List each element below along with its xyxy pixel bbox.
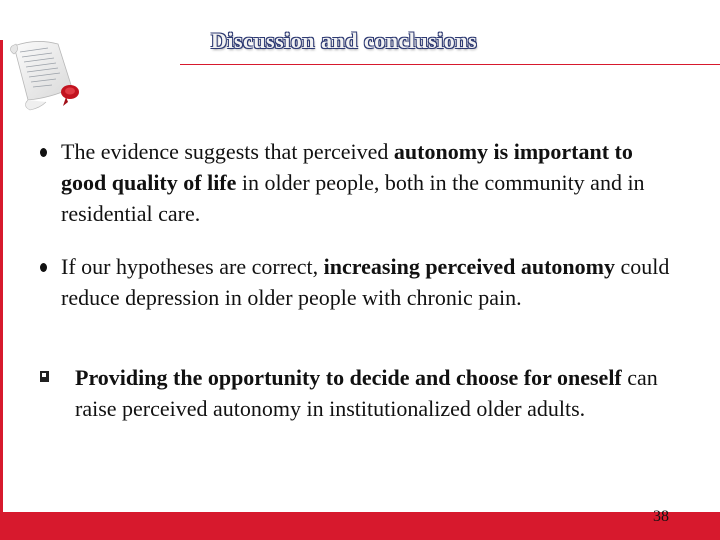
bullet-1-segment: The evidence suggests that perceived <box>61 139 394 164</box>
slide-title: Discussion and conclusions <box>211 28 478 53</box>
bullet-1-segment: in older people, both in the community and in residential care. <box>61 170 645 226</box>
footer-bar <box>0 512 720 540</box>
bullet-text-1 <box>61 136 661 229</box>
bullet-3-bold-segment: Providing the opportunity to decide and choose for oneself <box>75 365 622 390</box>
bullet-1-bold-segment: autonomy is important to good quality of life <box>61 139 633 195</box>
bullet-2-segment: could reduce depression in older people with chronic pain. <box>61 254 670 310</box>
bullet-2-segment: If our hypotheses are correct, <box>61 254 324 279</box>
page-number: 38 <box>653 508 669 525</box>
bullet-square-icon <box>40 371 49 382</box>
bullet-dot-icon <box>40 263 47 272</box>
bullet-3-segment: can raise perceived autonomy in institutionalized older adults. <box>75 365 658 421</box>
left-accent-border <box>0 40 3 515</box>
title-underline <box>180 64 720 65</box>
scroll-with-seal-icon <box>6 36 92 114</box>
bullet-dot-icon <box>40 148 47 157</box>
bullet-text-2 <box>61 251 706 313</box>
bullet-text-3 <box>75 362 695 424</box>
bullet-2-bold-segment: increasing perceived autonomy <box>323 254 615 279</box>
